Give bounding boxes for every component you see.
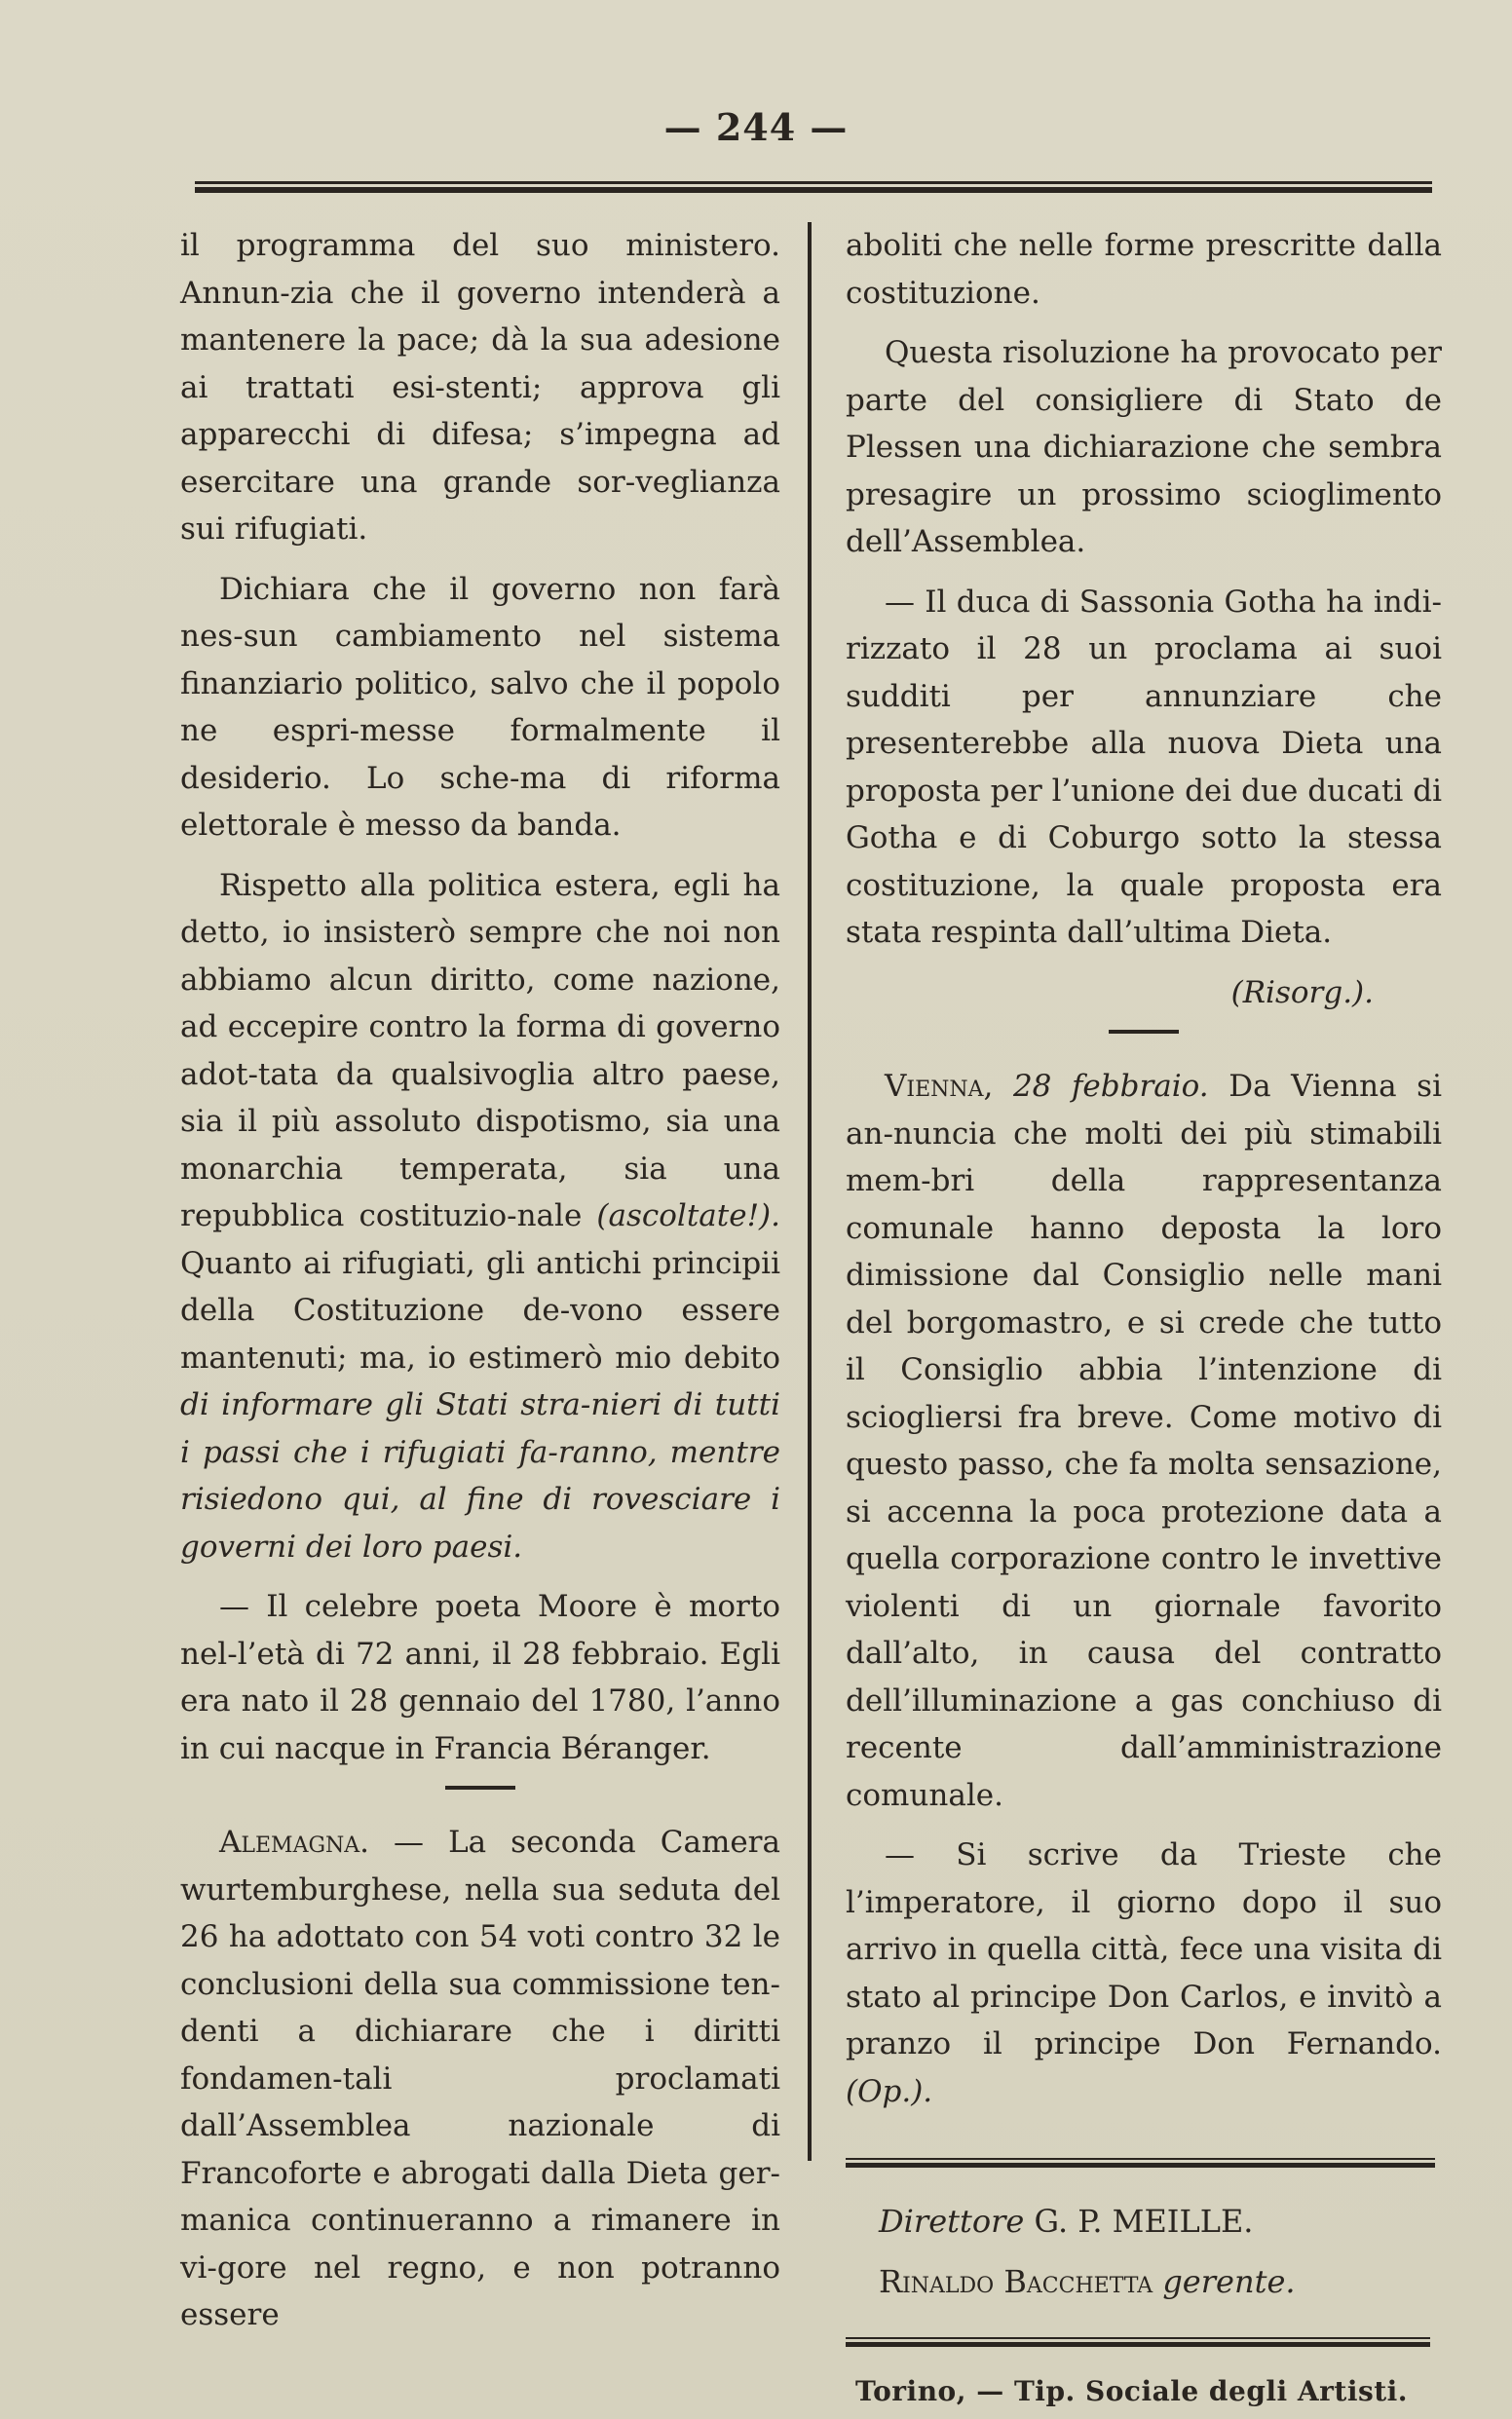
italic-aside: (ascoltate!). xyxy=(596,1198,780,1233)
section-separator xyxy=(445,1786,515,1790)
manager-label: gerente. xyxy=(1153,2263,1296,2300)
section-heading-alemagna: Alemagna. xyxy=(219,1825,370,1860)
dateline: 28 febbraio. xyxy=(993,1069,1209,1104)
left-column xyxy=(180,222,780,2352)
credits-block xyxy=(846,2191,1442,2312)
left-paragraph-2: Dichiara che il governo non farà nes-sun cambiamento nel sistema finanziario politico, salvo che il popolo ne espri-messe formalmente il desiderio. Lo sche-ma di riforma elettorale è messo da banda. xyxy=(180,571,780,843)
left-paragraph-moore: — Il celebre poeta Moore è morto nel-l’età di 72 anni, il 28 febbraio. Egli era nato il 28 gennaio del 1780, l’anno in cui nacque in Francia Béranger. xyxy=(180,1589,780,1766)
printer-imprint: Torino, — Tip. Sociale degli Artisti. xyxy=(855,2375,1409,2407)
text-run: — La seconda Camera wurtemburghese, nella sua seduta del 26 ha adottato con 54 voti contro 32 le conclusioni della sua commissione ten-denti a dichiarare che i diritti fondamen-tali proclamati dall’Assemblea nazionale di Francoforte e abrogati dalla Dieta ger-manica continueranno a rimanere in vi-gore nel regno, e non potranno essere xyxy=(180,1825,780,2332)
left-paragraph-1: il programma del suo ministero. Annun-zia che il governo intenderà a mantenere la pace; dà la sua adesione ai trattati esi-stenti; approva gli apparecchi di difesa; s’impegna ad esercitare una grande sor-veglianza sui rifugiati. xyxy=(180,228,780,547)
director-line xyxy=(846,2191,1442,2251)
footer-double-rule-lower xyxy=(846,2337,1430,2347)
source-op: (Op.). xyxy=(846,2073,933,2109)
source-risorg: (Risorg.). xyxy=(1230,974,1374,1010)
manager-line xyxy=(846,2251,1442,2312)
right-column xyxy=(846,222,1442,2416)
text-run: Da Vienna si an-nuncia che molti dei più stimabili mem-bri della rappresentanza comunale hanno deposta la loro dimissione dal Consiglio nelle mani del borgomastro, e si crede che tutto il Consiglio abbia l’intenzione di sciogliersi fra breve. Come motivo di questo passo, che fa molta sensazione, si accenna la poca protezione data a quella corporazione contro le invettive violenti di un giornale favorito dall’alto, in causa del contratto dell’illuminazione a gas conchiuso di recente dall’amministrazione comunale. xyxy=(846,1069,1442,1813)
left-paragraph-3 xyxy=(180,862,780,1571)
manager-name: Rinaldo Bacchetta xyxy=(879,2263,1153,2300)
page-number: — 244 — xyxy=(663,105,849,149)
section-heading-vienna: Vienna, xyxy=(885,1069,994,1104)
director-label: Direttore xyxy=(879,2203,1025,2240)
section-separator xyxy=(1109,1030,1179,1034)
text-run: Quanto ai rifugiati, gli antichi principii della Costituzione de-vono essere mantenuti; ma, io estimerò mio debito xyxy=(180,1245,780,1376)
column-divider xyxy=(808,222,812,2161)
left-paragraph-alemagna xyxy=(180,1819,780,2339)
right-paragraph-gotha: — Il duca di Sassonia Gotha ha indi-rizzato il 28 un proclama ai suoi sudditi per annunziare che presenterebbe alla nuova Dieta una proposta per l’unione dei due ducati di Gotha e di Coburgo sotto la stessa costituzione, la quale proposta era stata respinta dall’ultima Dieta. xyxy=(846,584,1442,950)
footer-double-rule xyxy=(846,2158,1435,2168)
director-name: G. P. MEILLE. xyxy=(1024,2203,1254,2240)
italic-quote: di informare gli Stati stra-nieri di tutti i passi che i rifugiati fa-ranno, mentre risiedono qui, al fine di rovesciare i governi dei loro paesi. xyxy=(180,1387,780,1565)
text-run: Rispetto alla politica estera, egli ha detto, io insisterò sempre che noi non abbiamo alcun diritto, come nazione, ad eccepire contro la forma di governo adot-tata da qualsivoglia altro paese, sia il più assoluto dispotismo, sia una monarchia temperata, sia una repubblica costituzio-nale xyxy=(180,867,780,1233)
right-paragraph-2: Questa risoluzione ha provocato per parte del consigliere di Stato de Plessen una dichiarazione che sembra presagire un prossimo scioglimento dell’Assemblea. xyxy=(846,335,1442,559)
right-paragraph-vienna xyxy=(846,1063,1442,1819)
text-run: — Si scrive da Trieste che l’imperatore, il giorno dopo il suo arrivo in quella città, fece una visita di stato al principe Don Carlos, e invitò a pranzo il principe Don Fernando. xyxy=(846,1837,1442,2061)
header-double-rule xyxy=(195,181,1432,193)
right-paragraph-trieste xyxy=(846,1832,1442,2115)
right-paragraph-1: aboliti che nelle forme prescritte dalla costituzione. xyxy=(846,228,1442,311)
